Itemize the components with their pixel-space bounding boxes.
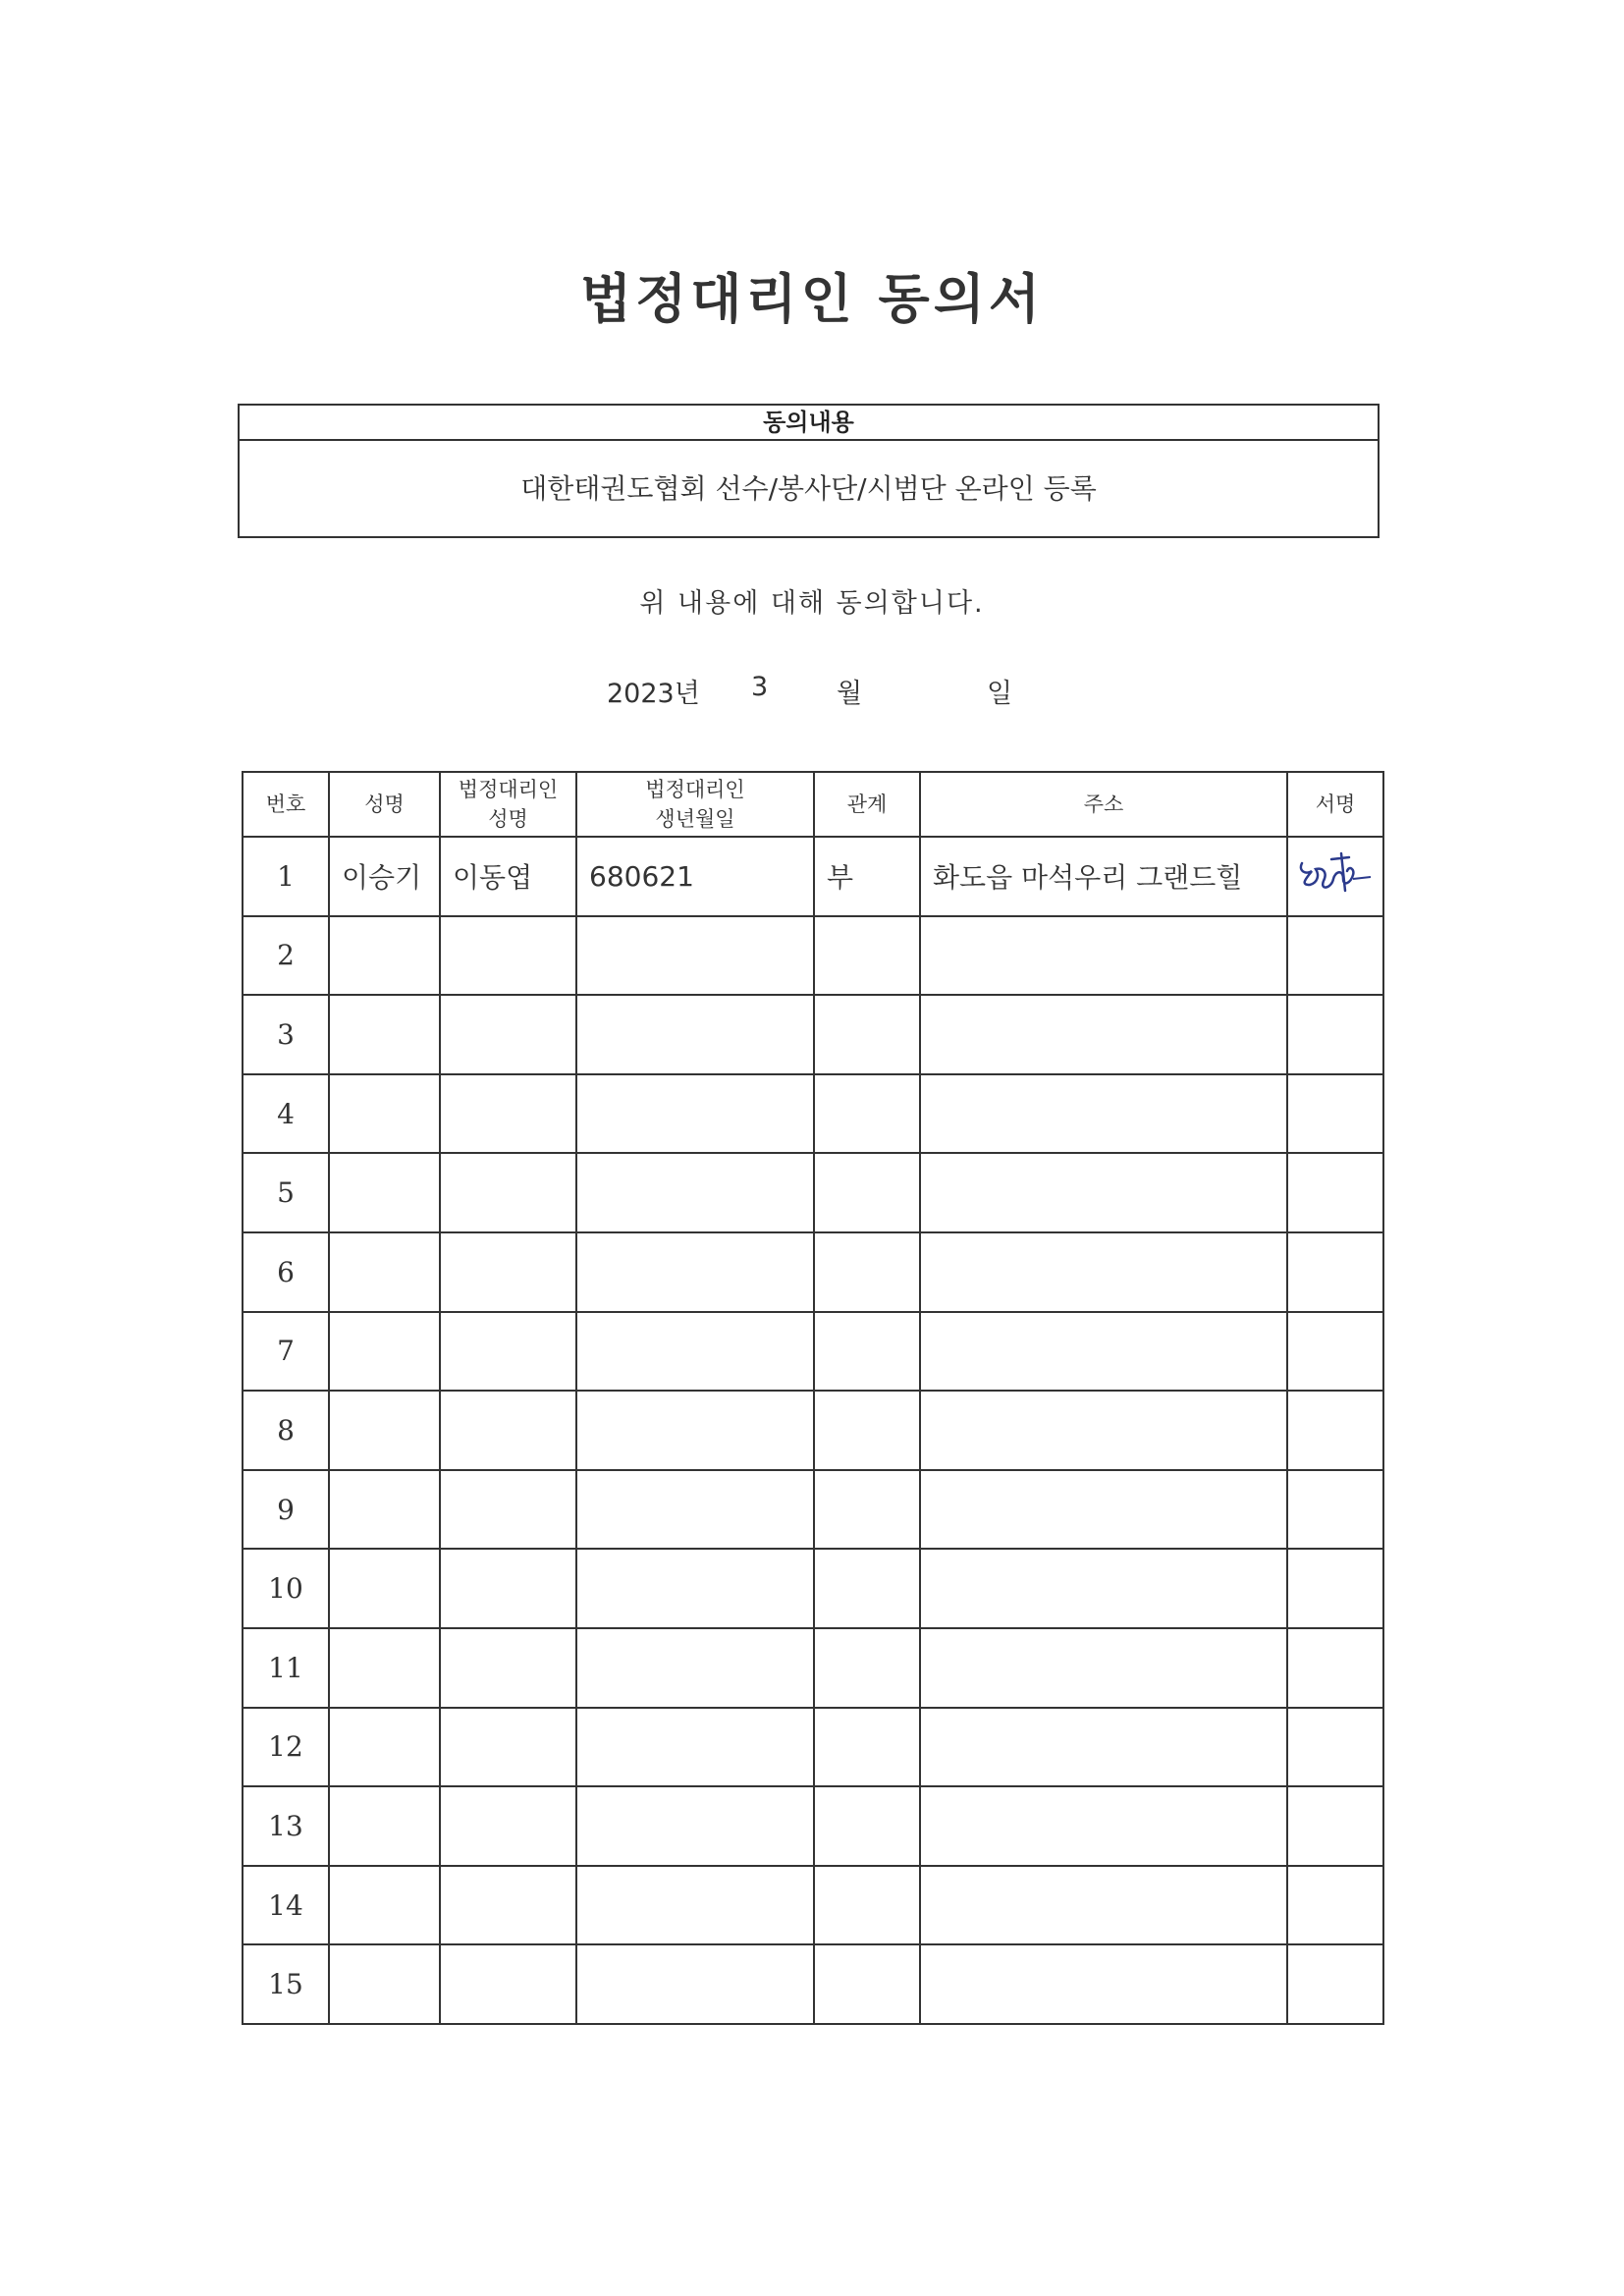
guardian-name-cell [440,1232,576,1312]
row-number-cell: 5 [243,1153,329,1232]
address-cell [920,1232,1287,1312]
guardian-name-cell [440,1628,576,1708]
table-row [243,1232,1383,1312]
guardian-name-cell [440,995,576,1074]
name-cell [329,1074,440,1154]
guardian-name-cell [440,1391,576,1470]
row-number-cell: 13 [243,1786,329,1866]
row-number-cell: 6 [243,1232,329,1312]
row-number-cell: 12 [243,1708,329,1787]
name-cell [329,1944,440,2024]
relation-cell [814,1786,920,1866]
name-cell [329,1708,440,1787]
signature-cell [1287,995,1383,1074]
address-cell [920,1628,1287,1708]
header-guardian-dob: 법정대리인 생년월일 [576,772,814,837]
signature-cell [1287,1232,1383,1312]
signature-cell [1287,1074,1383,1154]
name-cell [329,1549,440,1628]
guardian-name-cell [440,1944,576,2024]
table-row [243,1944,1383,2024]
table-row [243,1866,1383,1945]
address-cell [920,1549,1287,1628]
table-row [243,837,1383,916]
guardian-dob-cell [576,1074,814,1154]
table-row [243,1153,1383,1232]
table-row [243,1628,1383,1708]
row-number-cell: 4 [243,1074,329,1154]
table-header-row [243,772,1383,837]
address-cell [920,1074,1287,1154]
relation-cell [814,1549,920,1628]
guardian-dob-cell [576,1944,814,2024]
row-number-cell: 15 [243,1944,329,2024]
address-cell [920,1866,1287,1945]
address-cell: 화도읍 마석우리 그랜드힐 [920,837,1287,916]
row-number-cell: 1 [243,837,329,916]
name-cell [329,1628,440,1708]
signature-cell [1287,1391,1383,1470]
signature-cell [1287,1786,1383,1866]
row-number-cell: 9 [243,1470,329,1550]
guardian-dob-cell [576,1628,814,1708]
signature-cell [1287,1470,1383,1550]
signature-cell [1287,1628,1383,1708]
table-row [243,1549,1383,1628]
table-row [243,995,1383,1074]
row-number-cell: 10 [243,1549,329,1628]
address-cell [920,1312,1287,1392]
date-day-unit: 일 [987,679,1013,709]
name-cell [329,1786,440,1866]
consent-box [238,404,1380,538]
guardian-roster-table [242,771,1384,2025]
guardian-dob-cell [576,1786,814,1866]
guardian-name-cell [440,1312,576,1392]
date-month-unit: 월 [837,679,863,709]
document-title: 법정대리인 동의서 [579,267,1045,330]
signature-cell [1287,1708,1383,1787]
name-cell [329,1866,440,1945]
name-cell: 이승기 [329,837,440,916]
relation-cell [814,1866,920,1945]
consent-content: 대한태권도협회 선수/봉사단/시범단 온라인 등록 [520,472,1097,505]
row-number-cell: 14 [243,1866,329,1945]
consent-header: 동의내용 [240,406,1378,441]
address-cell [920,1153,1287,1232]
guardian-name-cell [440,1074,576,1154]
row-number-cell: 3 [243,995,329,1074]
relation-cell [814,1391,920,1470]
guardian-dob-cell [576,1470,814,1550]
guardian-name-cell [440,1786,576,1866]
relation-cell [814,1470,920,1550]
address-cell [920,1708,1287,1787]
signature-cell [1287,1549,1383,1628]
guardian-dob-cell [576,1866,814,1945]
address-cell [920,1944,1287,2024]
agreement-statement: 위 내용에 대해 동의합니다. [639,588,985,619]
header-signature: 서명 [1287,772,1383,837]
row-number-cell: 2 [243,916,329,996]
guardian-name-cell: 이동엽 [440,837,576,916]
signature-cell [1287,1312,1383,1392]
name-cell [329,1470,440,1550]
signature-cell [1287,837,1383,916]
guardian-dob-cell [576,916,814,996]
guardian-dob-cell [576,1312,814,1392]
table-row [243,1708,1383,1787]
signature-cell [1287,1866,1383,1945]
header-guardian-name: 법정대리인 성명 [440,772,576,837]
address-cell [920,995,1287,1074]
guardian-name-cell [440,1153,576,1232]
guardian-dob-cell [576,1153,814,1232]
date-year: 2023년 [607,679,700,709]
handwritten-signature [1288,842,1382,910]
date-month: 3 [751,672,769,702]
signature-cell [1287,916,1383,996]
relation-cell [814,995,920,1074]
relation-cell [814,1312,920,1392]
name-cell [329,1312,440,1392]
table-row [243,1470,1383,1550]
relation-cell [814,1153,920,1232]
relation-cell [814,1708,920,1787]
table-row [243,1786,1383,1866]
signature-cell [1287,1153,1383,1232]
guardian-name-cell [440,1708,576,1787]
guardian-dob-cell: 680621 [576,837,814,916]
relation-cell [814,1074,920,1154]
name-cell [329,995,440,1074]
address-cell [920,1470,1287,1550]
name-cell [329,1153,440,1232]
guardian-dob-cell [576,1391,814,1470]
relation-cell [814,1628,920,1708]
name-cell [329,1391,440,1470]
row-number-cell: 7 [243,1312,329,1392]
relation-cell [814,1944,920,2024]
header-name: 성명 [329,772,440,837]
address-cell [920,1391,1287,1470]
guardian-dob-cell [576,1232,814,1312]
header-number: 번호 [243,772,329,837]
signature-cell [1287,1944,1383,2024]
guardian-name-cell [440,916,576,996]
table-row [243,1312,1383,1392]
table-row [243,1391,1383,1470]
name-cell [329,916,440,996]
relation-cell [814,1232,920,1312]
row-number-cell: 8 [243,1391,329,1470]
guardian-name-cell [440,1549,576,1628]
guardian-dob-cell [576,1708,814,1787]
guardian-dob-cell [576,995,814,1074]
table-row [243,1074,1383,1154]
guardian-dob-cell [576,1549,814,1628]
table-row [243,916,1383,996]
guardian-name-cell [440,1470,576,1550]
address-cell [920,916,1287,996]
header-relation: 관계 [814,772,920,837]
guardian-name-cell [440,1866,576,1945]
row-number-cell: 11 [243,1628,329,1708]
relation-cell [814,916,920,996]
name-cell [329,1232,440,1312]
relation-cell: 부 [814,837,920,916]
header-address: 주소 [920,772,1287,837]
table-body [243,837,1383,2024]
address-cell [920,1786,1287,1866]
